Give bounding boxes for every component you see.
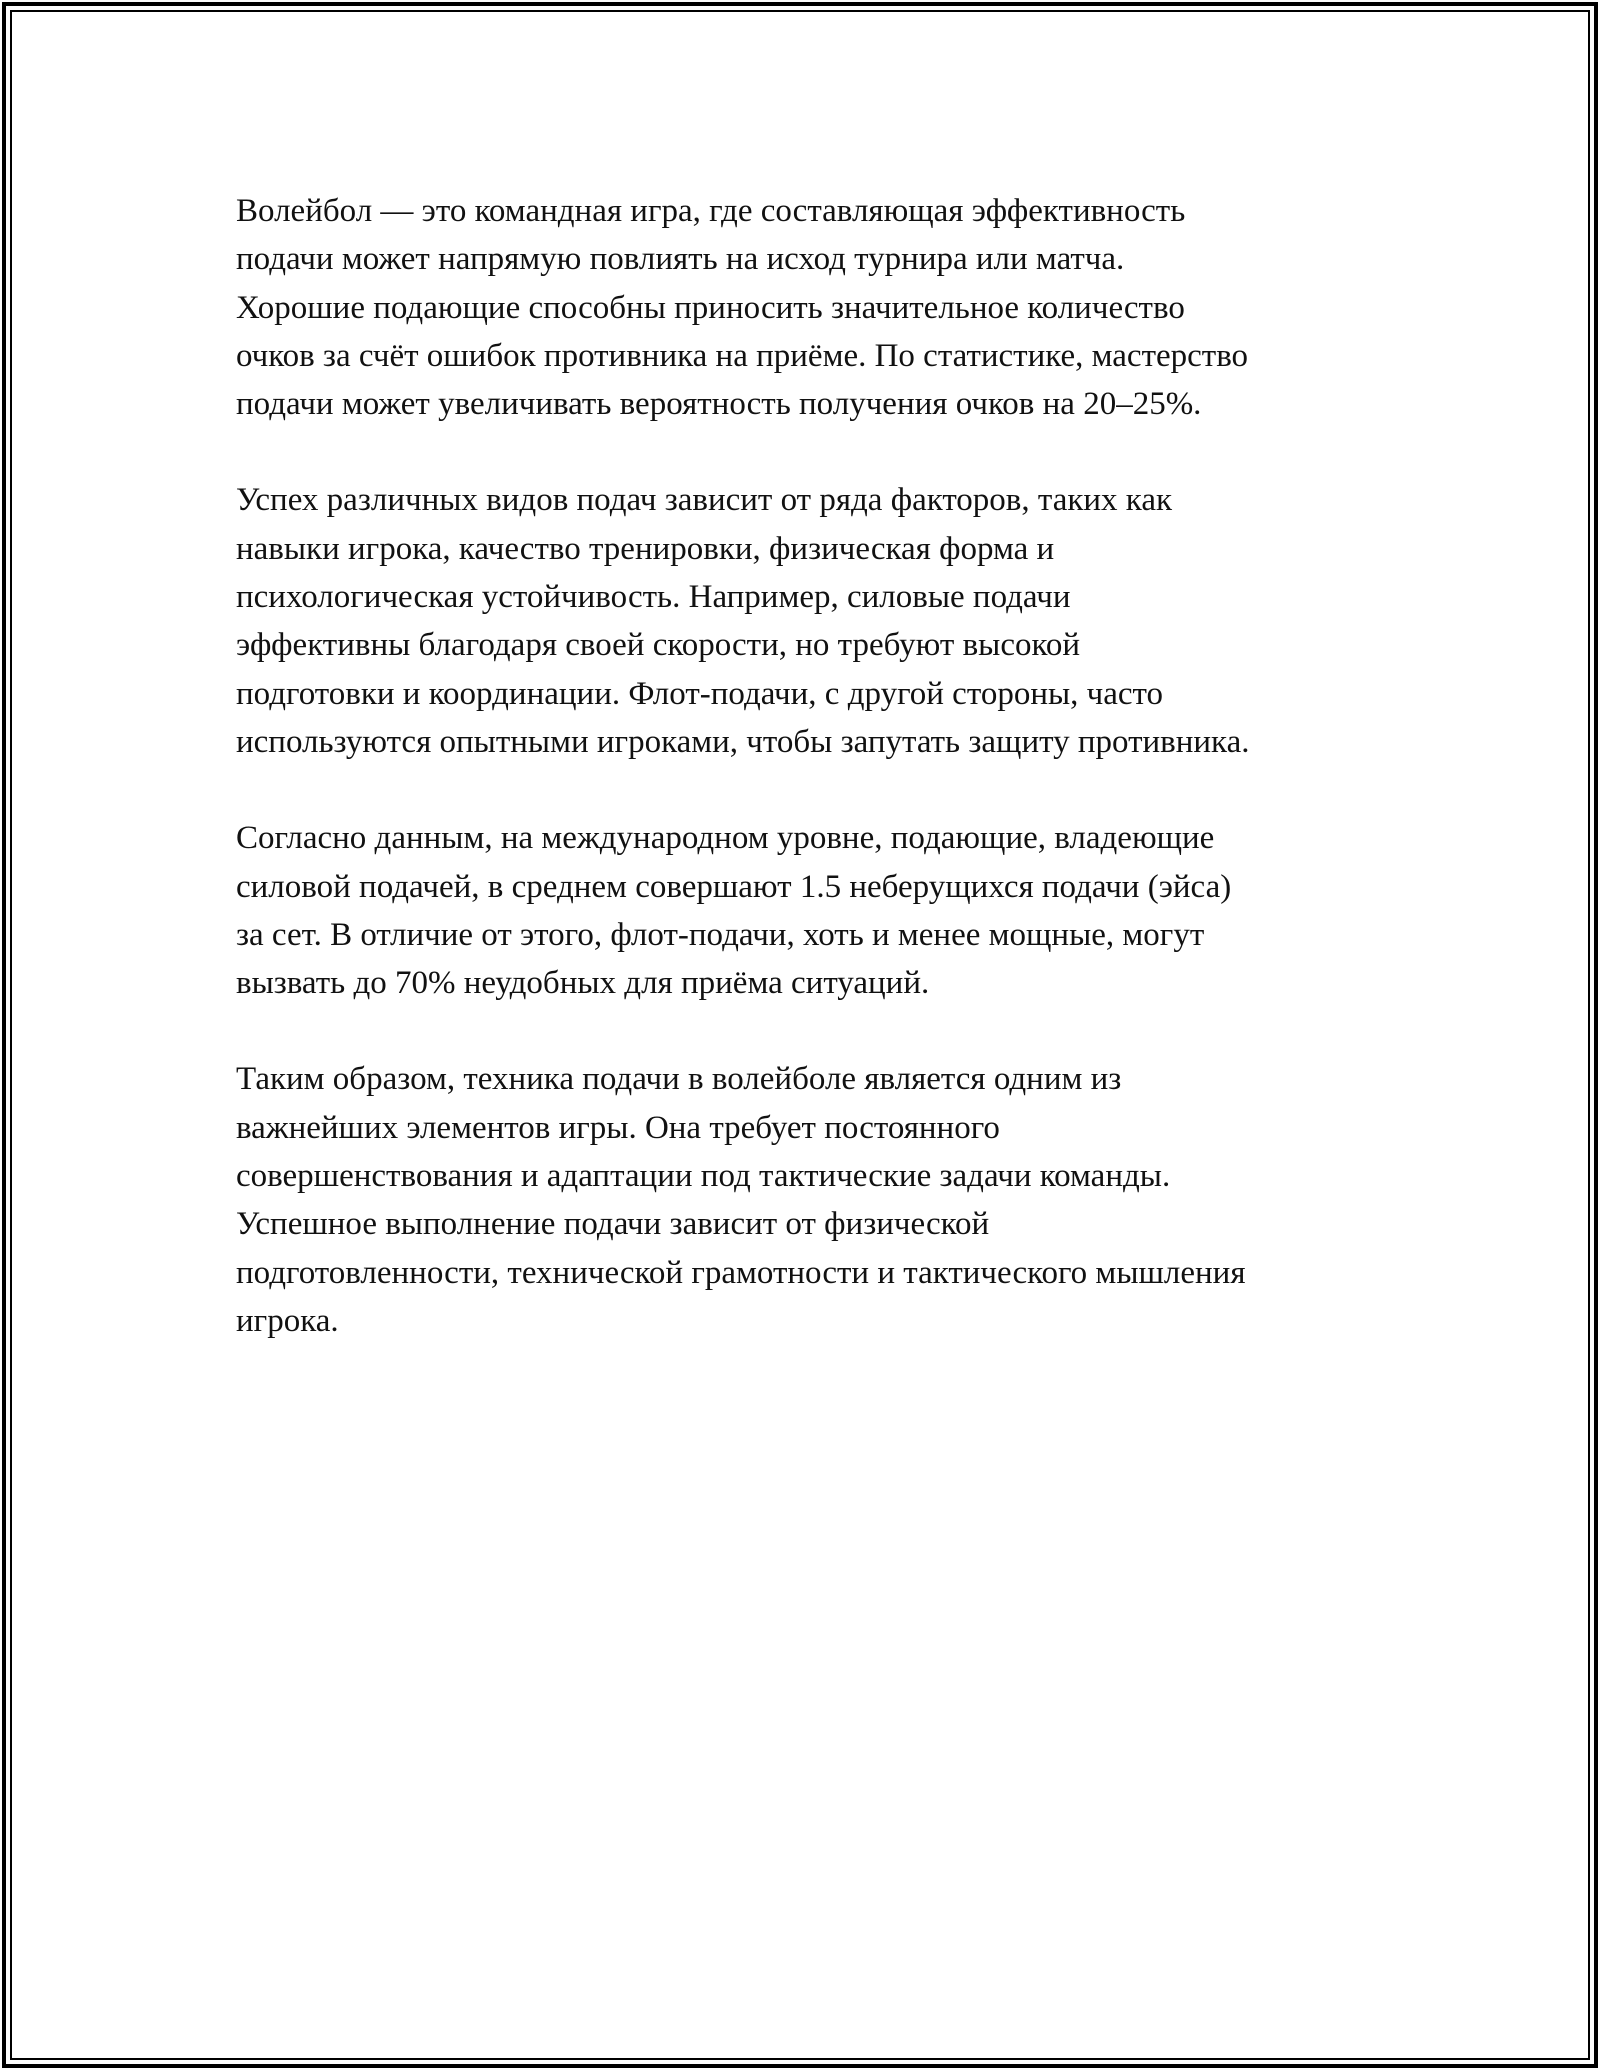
text-line: подготовки и координации. Флот-подачи, с другой стороны, часто (236, 675, 1164, 712)
paragraph-3 (236, 814, 1386, 1007)
text-line: эффективны благодаря своей скорости, но требуют высокой (236, 627, 1080, 664)
paragraph-1 (236, 187, 1386, 428)
text-line: очков за счёт ошибок противника на приёме. По статистике, мастерство (236, 337, 1249, 374)
paragraph-2 (236, 476, 1386, 766)
paragraph-4 (236, 1055, 1386, 1345)
text-line: подготовленности, технической грамотности и тактического мышления (236, 1254, 1246, 1291)
text-line: подачи может напрямую повлиять на исход турнира или матча. (236, 241, 1125, 278)
text-line: совершенствования и адаптации под тактические задачи команды. (236, 1158, 1171, 1195)
text-line: подачи может увеличивать вероятность получения очков на 20–25%. (236, 386, 1202, 423)
text-line: Волейбол — это командная игра, где составляющая эффективность (236, 193, 1186, 229)
text-line: Таким образом, техника подачи в волейболе является одним из (236, 1061, 1122, 1098)
text-line: используются опытными игроками, чтобы запутать защиту противника. (236, 723, 1250, 760)
text-line: силовой подачей, в среднем совершают 1.5 неберущихся подачи (эйса) (236, 868, 1232, 905)
text-line: Согласно данным, на международном уровне, подающие, владеющие (236, 820, 1215, 857)
text-line: важнейших элементов игры. Она требует постоянного (236, 1109, 1000, 1146)
document-body (236, 187, 1386, 1393)
text-line: Успешное выполнение подачи зависит от физической (236, 1206, 990, 1243)
text-line: Хорошие подающие способны приносить значительное количество (236, 289, 1185, 326)
text-line: психологическая устойчивость. Например, силовые подачи (236, 579, 1071, 616)
text-line: навыки игрока, качество тренировки, физическая форма и (236, 530, 1055, 567)
text-line: игрока. (236, 1302, 339, 1339)
text-line: за сет. В отличие от этого, флот-подачи, хоть и менее мощные, могут (236, 916, 1205, 953)
text-line: вызвать до 70% неудобных для приёма ситуаций. (236, 965, 930, 1002)
text-line: Успех различных видов подач зависит от ряда факторов, таких как (236, 482, 1173, 519)
